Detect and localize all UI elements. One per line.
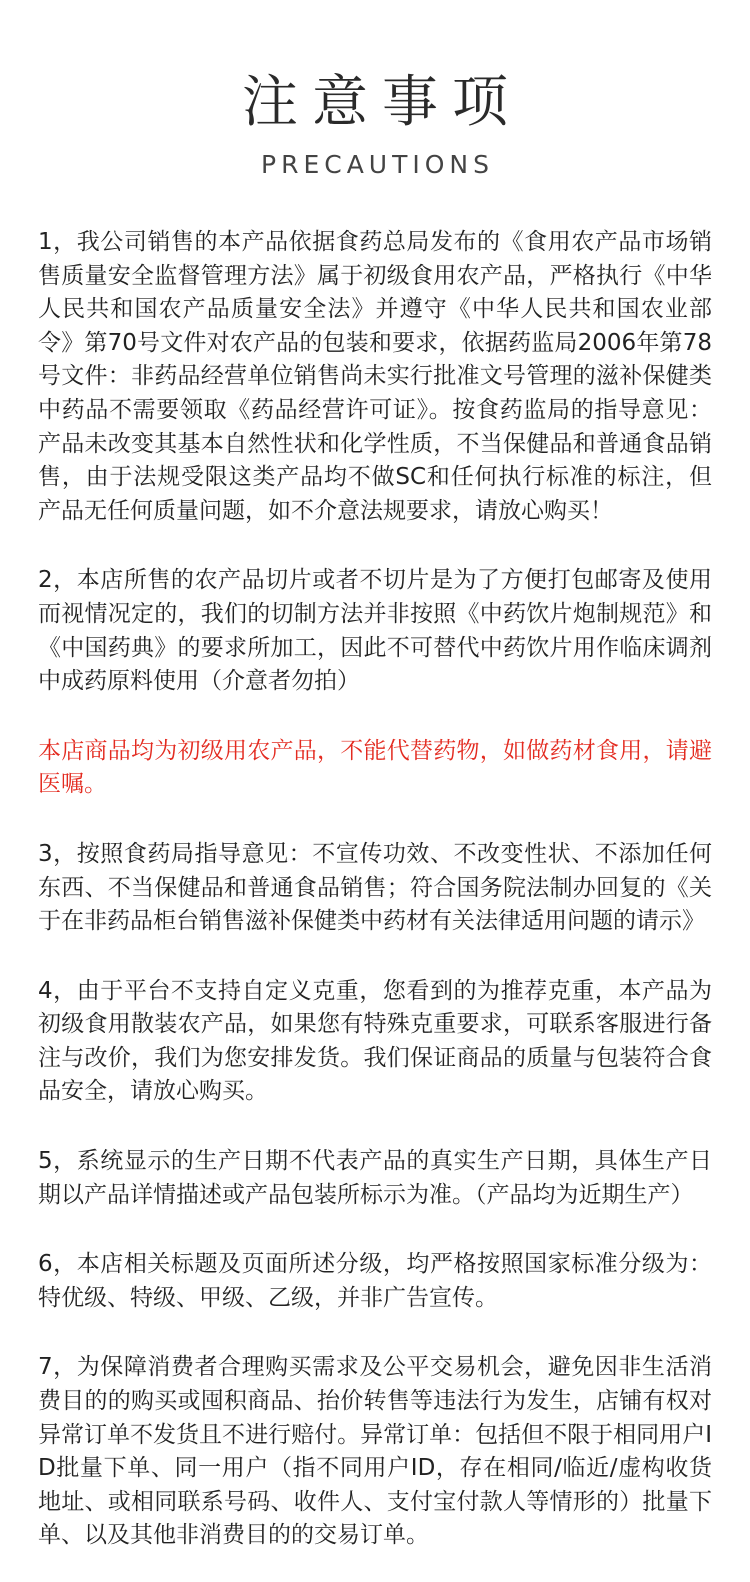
precaution-item-6: 6，本店相关标题及页面所述分级，均严格按照国家标准分级为：特优级、特级、甲级、乙级，并非广告宣传。 [38, 1251, 712, 1311]
page-subtitle: PRECAUTIONS [261, 150, 494, 179]
precautions-body [38, 226, 712, 1553]
page-title: 注意事项 [242, 70, 522, 135]
precaution-item-4: 4，由于平台不支持自定义克重，您看到的为推荐克重，本产品为初级食用散装农产品，如果您有特殊克重要求，可联系客服进行备注与改价，我们为您安排发货。我们保证商品的质量与包装符合食品安全，请放心购买。 [38, 977, 712, 1105]
precaution-item-1: 1，我公司销售的本产品依据食药总局发布的《食用农产品市场销售质量安全监督管理方法》属于初级食用农产品，严格执行《中华人民共和国农产品质量安全法》并遵守《中华人民共和国农业部令》第70号文件对农产品的包装和要求，依据药监局2006年第78号文件：非药品经营单位销售尚未实行批准文号管理的滋补保健类中药品不需要领取《药品经营许可证》。按食药监局的指导意见：产品未改变其基本自然性状和化学性质，不当保健品和普通食品销售，由于法规受限这类产品均不做SC和任何执行标准的标注，但产品无任何质量问题，如不介意法规要求，请放心购买！ [38, 229, 712, 524]
precaution-item-3: 3，按照食药局指导意见：不宣传功效、不改变性状、不添加任何东西、不当保健品和普通食品销售；符合国务院法制办回复的《关于在非药品柜台销售滋补保健类中药材有关法律适用问题的请示》 [38, 840, 712, 935]
warning-notice: 本店商品均为初级用农产品，不能代替药物，如做药材食用，请避医嘱。 [38, 737, 712, 798]
precaution-item-5: 5，系统显示的生产日期不代表产品的真实生产日期，具体生产日期以产品详情描述或产品包装所标示为准。（产品均为近期生产） [38, 1148, 712, 1208]
precaution-item-2: 2，本店所售的农产品切片或者不切片是为了方便打包邮寄及使用而视情况定的，我们的切制方法并非按照《中药饮片炮制规范》和《中国药典》的要求所加工，因此不可替代中药饮片用作临床调剂中成药原料使用（介意者勿拍） [38, 567, 712, 695]
precaution-item-7: 7，为保障消费者合理购买需求及公平交易机会，避免因非生活消费目的的购买或囤积商品、抬价转售等违法行为发生，店铺有权对异常订单不发货且不进行赔付。异常订单：包括但不限于相同用户ID批量下单、同一用户（指不同用户ID，存在相同/临近/虚构收货地址、或相同联系号码、收件人、支付宝付款人等情形的）批量下单、以及其他非消费目的的交易订单。 [38, 1354, 712, 1549]
